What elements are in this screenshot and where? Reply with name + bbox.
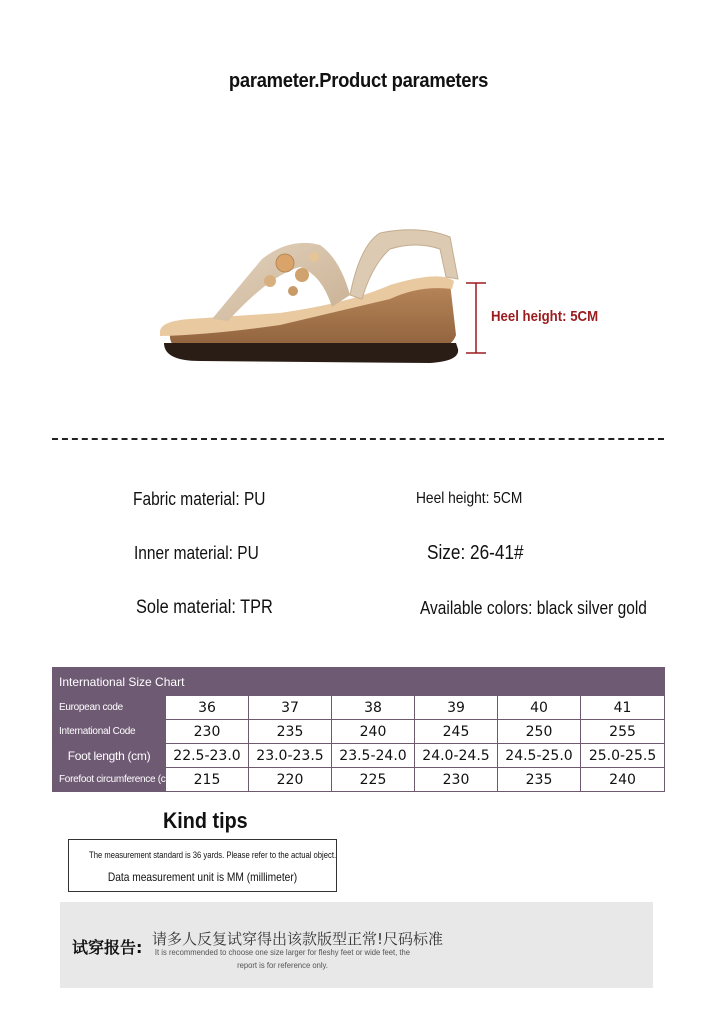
table-cell: 39 — [415, 696, 498, 720]
table-cell: 240 — [332, 720, 415, 744]
param-heel: Heel height: 5CM — [416, 490, 523, 507]
table-cell: 38 — [332, 696, 415, 720]
table-cell: 250 — [498, 720, 581, 744]
param-sole: Sole material: TPR — [136, 597, 273, 618]
report-english-text: It is recommended to choose one size larger for fleshy feet or wide feet, the report is for reference only. — [154, 947, 411, 970]
size-chart-title: International Size Chart — [53, 668, 665, 696]
heel-height-bracket — [460, 282, 488, 354]
kind-tips-box — [68, 839, 337, 892]
fitting-report-panel — [60, 902, 653, 988]
table-cell: 215 — [166, 768, 249, 792]
table-cell: 23.5-24.0 — [332, 744, 415, 768]
table-cell: 25.0-25.5 — [581, 744, 665, 768]
param-inner: Inner material: PU — [134, 543, 259, 563]
table-cell: 225 — [332, 768, 415, 792]
page-title: parameter.Product parameters — [228, 70, 489, 92]
table-cell: 24.5-25.0 — [498, 744, 581, 768]
table-cell: 22.5-23.0 — [166, 744, 249, 768]
table-cell: 40 — [498, 696, 581, 720]
size-chart-table — [52, 667, 665, 792]
row-label: Foot length (cm) — [53, 744, 166, 768]
param-fabric: Fabric material: PU — [133, 489, 266, 509]
measurement-unit-note: Data measurement unit is MM (millimeter) — [107, 870, 298, 884]
table-cell: 235 — [498, 768, 581, 792]
table-row — [53, 696, 665, 720]
table-cell: 36 — [166, 696, 249, 720]
row-label: International Code — [53, 720, 166, 744]
report-label: 试穿报告: — [72, 938, 143, 957]
table-cell: 37 — [249, 696, 332, 720]
table-row — [53, 744, 665, 768]
row-label: European code — [53, 696, 166, 720]
table-cell: 245 — [415, 720, 498, 744]
table-cell: 220 — [249, 768, 332, 792]
table-cell: 235 — [249, 720, 332, 744]
table-cell: 255 — [581, 720, 665, 744]
dashed-divider — [52, 438, 664, 440]
table-row — [53, 720, 665, 744]
param-size: Size: 26-41# — [427, 542, 524, 564]
table-cell: 24.0-24.5 — [415, 744, 498, 768]
table-cell: 230 — [166, 720, 249, 744]
heel-height-annotation: Heel height: 5CM — [491, 308, 599, 325]
table-cell: 240 — [581, 768, 665, 792]
row-label: Forefoot circumference (cm) — [53, 768, 166, 792]
table-cell: 23.0-23.5 — [249, 744, 332, 768]
table-row — [53, 768, 665, 792]
param-colors: Available colors: black silver gold — [420, 598, 647, 618]
measurement-standard-note: The measurement standard is 36 yards. Please refer to the actual object. — [89, 850, 337, 860]
kind-tips-title: Kind tips — [163, 808, 248, 833]
table-cell: 41 — [581, 696, 665, 720]
table-cell: 230 — [415, 768, 498, 792]
report-chinese-text: 请多人反复试穿得出该款版型正常!尺码标准 — [152, 930, 444, 948]
sandal-product-image — [150, 215, 470, 365]
